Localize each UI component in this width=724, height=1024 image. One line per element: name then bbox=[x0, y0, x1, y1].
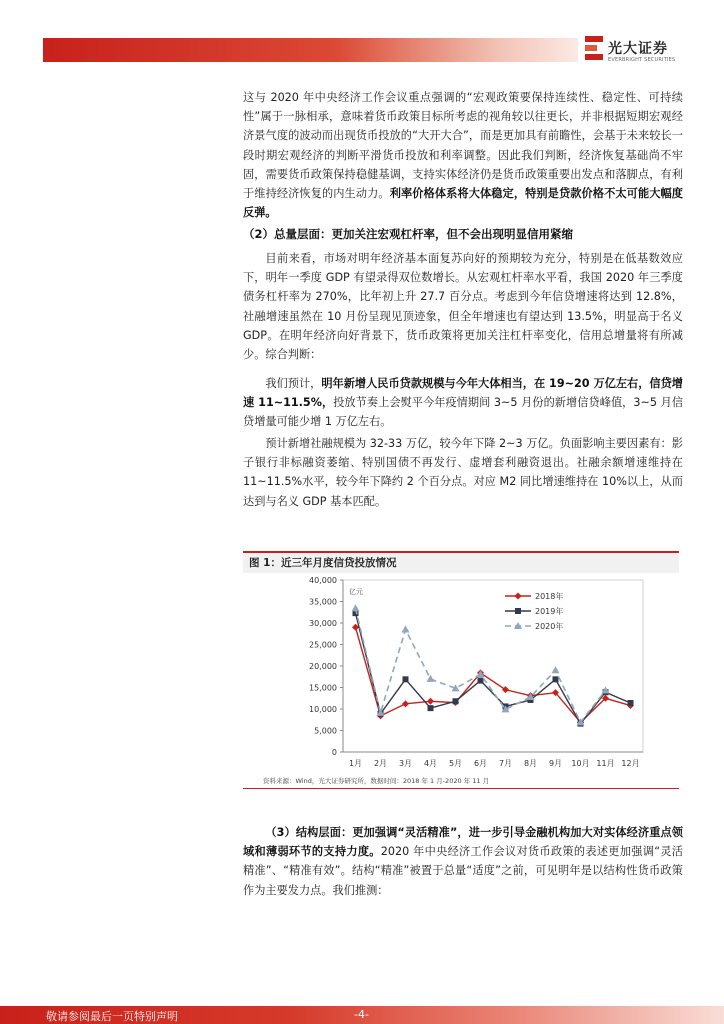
brand-logo bbox=[585, 34, 695, 68]
x-tick-label: 10月 bbox=[571, 759, 590, 768]
y-tick-label: 15,000 bbox=[309, 683, 337, 693]
x-tick-label: 2月 bbox=[373, 759, 388, 768]
x-tick-label: 11月 bbox=[596, 759, 615, 768]
data-point bbox=[403, 676, 409, 682]
data-point bbox=[427, 675, 435, 682]
brand-logo-icon bbox=[585, 36, 603, 62]
y-tick-label: 5,000 bbox=[314, 726, 337, 736]
paragraph-structural-level: （3）结构层面：更加强调“灵活精准”，进一步引导金融机构加大对实体经济重点领域和薄弱环节的支持力度。2020 年中央经济工作会议对货币政策的表述更加强调“灵活精准”、“精准有效”。结构“精准”被置于总量“适度”之前，可见明年是以结构性货币政策作为主要发力点。我们推测： bbox=[243, 826, 683, 897]
data-point bbox=[402, 700, 409, 707]
paragraph-loan-forecast: 我们预计，明年新增人民币贷款规模与今年大体相当，在 19~20 万亿左右，信贷增速 11~11.5%，投放节奏上会熨平今年疫情期间 3~5 月份的新增信贷峰值，3~5 月信贷增量可能少增 1 万亿左右。 bbox=[243, 377, 684, 429]
plot-area bbox=[343, 580, 643, 752]
legend-label: 2019年 bbox=[535, 607, 564, 616]
brand-name: 光大证券 bbox=[608, 41, 668, 57]
legend-marker bbox=[515, 593, 522, 600]
x-tick-label: 9月 bbox=[548, 759, 563, 768]
figure-title: 图 1：近三年月度信贷投放情况 bbox=[249, 557, 397, 569]
y-tick-label: 10,000 bbox=[309, 705, 337, 714]
data-point bbox=[428, 705, 434, 711]
x-tick-label: 4月 bbox=[423, 759, 438, 768]
y-tick-label: 0 bbox=[331, 748, 337, 757]
data-point bbox=[502, 686, 509, 693]
x-tick-label: 12月 bbox=[621, 759, 640, 768]
page-number: -4- bbox=[354, 1008, 369, 1021]
heading-aggregate-level: （2）总量层面：更加关注宏观杠杆率，但不会出现明显信用紧缩 bbox=[243, 227, 573, 241]
y-axis-label: 亿元 bbox=[349, 588, 363, 596]
x-tick-label: 6月 bbox=[473, 759, 488, 768]
data-point bbox=[352, 604, 360, 611]
series-line-1 bbox=[356, 613, 631, 724]
figure-source: 资料来源：Wind，光大证券研究所，数据时间：2018 年 1 月-2020 年 11 月 bbox=[263, 777, 490, 785]
footer-disclaimer: 敬请参阅最后一页特别声明 bbox=[46, 1010, 178, 1023]
brand-subtitle: EVERBRIGHT SECURITIES bbox=[608, 57, 676, 63]
header-bar bbox=[43, 38, 578, 62]
paragraph-leverage: 目前来看，市场对明年经济基本面复苏向好的预期较为充分，特别是在低基数效应下，明年一季度 GDP 有望录得双位数增长。从宏观杠杆率水平看，我国 2020 年三季度债务杠杆率为 270%，比年初上升 27.7 百分点。考虑到今年信贷增速将达到 12.8%，社融增速虽然在 10 月份呈现见顶迹象，但全年增速也有望达到 13.5%，明显高于名义 GDP。在明年经济向好背景下，货币政策将更加关注杠杆率变化，信用总增量将有所减少。综合判断： bbox=[243, 252, 683, 362]
figure-bottom-rule bbox=[243, 788, 679, 789]
data-point bbox=[427, 698, 434, 705]
x-tick-label: 8月 bbox=[523, 759, 538, 768]
x-tick-label: 7月 bbox=[498, 759, 513, 768]
legend-marker bbox=[515, 608, 521, 614]
data-point bbox=[628, 700, 634, 706]
x-tick-label: 3月 bbox=[398, 759, 413, 768]
footer-bar bbox=[0, 1006, 724, 1024]
x-tick-label: 1月 bbox=[348, 759, 363, 768]
data-point bbox=[552, 666, 560, 673]
paragraph-policy-continuity: 这与 2020 年中央经济工作会议重点强调的“宏观政策要保持连续性、稳定性、可持续性”属于一脉相承，意味着货币政策目标所考虑的视角较以往更长，并非根据短期宏观经济景气度的波动而出现货币投放的“大开大合”，而是更加具有前瞻性，会基于未来较长一段时期宏观经济的判断平滑货币投放和利率调整。因此我们判断，经济恢复基础尚不牢固，需要货币政策保持稳健基调，支持实体经济仍是货币政策重要出发点和落脚点，有利于维持经济恢复的内生动力。利率价格体系将大体稳定，特别是贷款价格不太可能大幅度反弹。 bbox=[243, 91, 683, 220]
y-tick-label: 40,000 bbox=[309, 576, 337, 585]
y-tick-label: 30,000 bbox=[309, 619, 337, 628]
legend-label: 2018年 bbox=[535, 592, 564, 601]
series-line-2 bbox=[356, 608, 606, 722]
y-tick-label: 20,000 bbox=[309, 662, 337, 671]
series-line-0 bbox=[356, 627, 631, 722]
legend-label: 2020年 bbox=[535, 622, 564, 631]
data-point bbox=[477, 670, 485, 677]
monthly-credit-chart bbox=[243, 572, 679, 774]
paragraph-social-financing: 预计新增社融规模为 32-33 万亿，较今年下降 2~3 万亿。负面影响主要因素有：影子银行非标融资萎缩、特别国债不再发行、虚增套利融资退出。社融余额增速维持在 11~11.5%水平，较今年下降约 2 个百分点。对应 M2 同比增速维持在 10%以上，从而达到与名义 GDP 基本匹配。 bbox=[243, 437, 683, 508]
y-tick-label: 35,000 bbox=[309, 597, 337, 607]
x-tick-label: 5月 bbox=[448, 759, 463, 768]
figure-title-bar bbox=[243, 551, 679, 573]
data-point bbox=[553, 676, 559, 682]
data-point bbox=[453, 698, 459, 704]
y-tick-label: 25,000 bbox=[309, 640, 337, 650]
data-point bbox=[402, 625, 410, 632]
